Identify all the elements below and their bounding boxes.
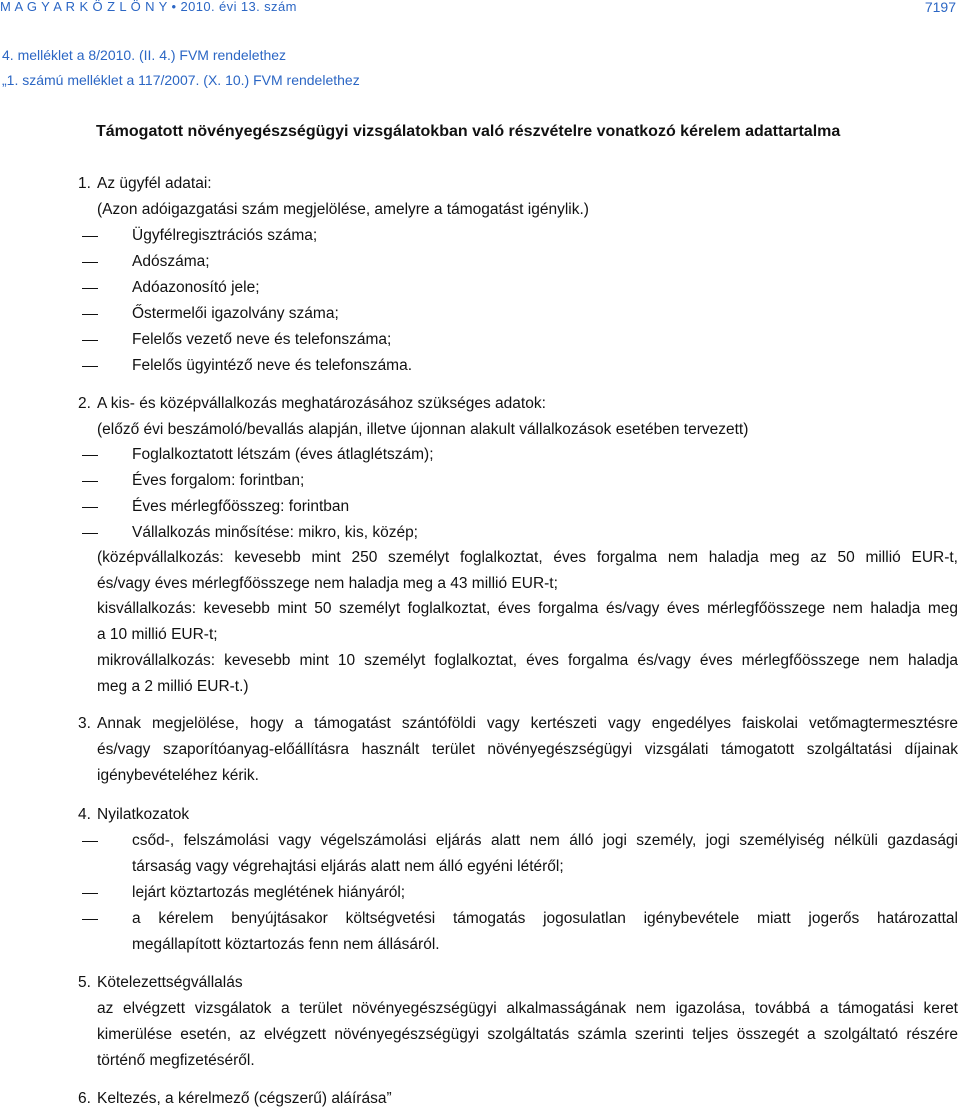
paragraph-line: (középvállalkozás: kevesebb mint 250 személyt foglalkoztat, éves forgalma nem haladja meg az 50 millió EUR-t, — [97, 549, 958, 566]
section-number: 3. — [78, 715, 91, 732]
paragraph-line: kisvállalkozás: kevesebb mint 50 személyt foglalkoztat, éves forgalma és/vagy éves mérlegfőösszege nem haladja meg — [97, 600, 958, 617]
list-item: csőd-, felszámolási vagy végelszámolási eljárás alatt nem álló jogi személy, jogi személyiség nélküli gazdasági — [132, 832, 958, 849]
page-header — [0, 0, 960, 14]
section-heading: A kis- és középvállalkozás meghatározásához szükséges adatok: — [97, 395, 546, 412]
publication-title: M A G Y A R K Ö Z L Ö N Y • 2010. évi 13. szám — [0, 0, 297, 14]
paragraph-line: az elvégzett vizsgálatok a terület növényegészségügyi alkalmasságának nem igazolása, továbbá a támogatási keret — [97, 1000, 958, 1017]
list-item: Vállalkozás minősítése: mikro, kis, közép; — [132, 524, 418, 541]
list-item: a kérelem benyújtásakor költségvetési támogatás jogosulatlan igénybevétele miatt jogerős határozattal — [132, 910, 958, 927]
paragraph-line: meg a 2 millió EUR-t.) — [97, 678, 249, 695]
list-item: Felelős ügyintéző neve és telefonszáma. — [132, 357, 413, 374]
section-heading: Az ügyfél adatai: — [97, 175, 212, 192]
section-number: 5. — [78, 974, 91, 991]
paragraph-line: a 10 millió EUR-t; — [97, 626, 218, 643]
section-note: (előző évi beszámoló/bevallás alapján, illetve újonnan alakult vállalkozások esetében tervezett) — [97, 421, 749, 438]
section-heading: Kötelezettségvállalás — [97, 974, 243, 991]
paragraph-line: és/vagy éves mérlegfőösszege nem haladja meg a 43 millió EUR-t; — [97, 575, 558, 592]
section-note: (Azon adóigazgatási szám megjelölése, amelyre a támogatást igénylik.) — [97, 201, 589, 218]
list-item: Foglalkoztatott létszám (éves átlaglétszám); — [132, 446, 434, 463]
section-number: 2. — [78, 395, 91, 412]
section-heading: Keltezés, a kérelmező (cégszerű) aláírása” — [97, 1090, 392, 1107]
section-number: 4. — [78, 806, 91, 823]
list-item: lejárt köztartozás meglétének hiányáról; — [132, 884, 406, 901]
annex-subreference: „1. számú melléklet a 117/2007. (X. 10.) FVM rendelethez — [2, 72, 360, 88]
paragraph-line: igénybevételéhez kérik. — [97, 767, 259, 784]
section-number: 6. — [78, 1090, 91, 1107]
document-title: Támogatott növényegészségügyi vizsgálatokban való részvételre vonatkozó kérelem adattartalma — [96, 123, 841, 140]
paragraph-line: mikrovállalkozás: kevesebb mint 10 személyt foglalkoztat, éves forgalma és/vagy éves mérlegfőösszege nem haladja — [97, 652, 958, 669]
list-item: Éves mérlegfőösszeg: forintban — [132, 498, 350, 515]
paragraph-line: Annak megjelölése, hogy a támogatást szántóföldi vagy kertészeti vagy engedélyes faiskolai vetőmagtermesztésre — [97, 715, 958, 732]
list-item-continuation: megállapított köztartozás fenn nem állásáról. — [132, 936, 440, 953]
annex-reference: 4. melléklet a 8/2010. (II. 4.) FVM rendelethez — [2, 47, 287, 63]
list-item: Éves forgalom: forintban; — [132, 472, 305, 489]
list-item: Ügyfélregisztrációs száma; — [132, 227, 318, 244]
section-heading: Nyilatkozatok — [97, 806, 190, 823]
list-item: Felelős vezető neve és telefonszáma; — [132, 331, 392, 348]
paragraph-line: kimerülése esetén, az elvégzett növényegészségügyi szolgáltatás számla szerinti teljes összegét a szolgáltató részére — [97, 1026, 958, 1043]
section-number: 1. — [78, 175, 91, 192]
paragraph-line: történő megfizetéséről. — [97, 1052, 255, 1069]
page-number: 7197 — [924, 0, 956, 15]
list-item: Adóazonosító jele; — [132, 279, 260, 296]
list-item: Adószáma; — [132, 253, 210, 270]
list-item: Őstermelői igazolvány száma; — [132, 305, 339, 322]
paragraph-line: és/vagy szaporítóanyag-előállításra használt terület növényegészségügyi vizsgálati támogatott szolgáltatási díjainak — [97, 741, 958, 758]
list-item-continuation: társaság vagy végrehajtási eljárás alatt nem álló egyéni létéről; — [132, 858, 564, 875]
